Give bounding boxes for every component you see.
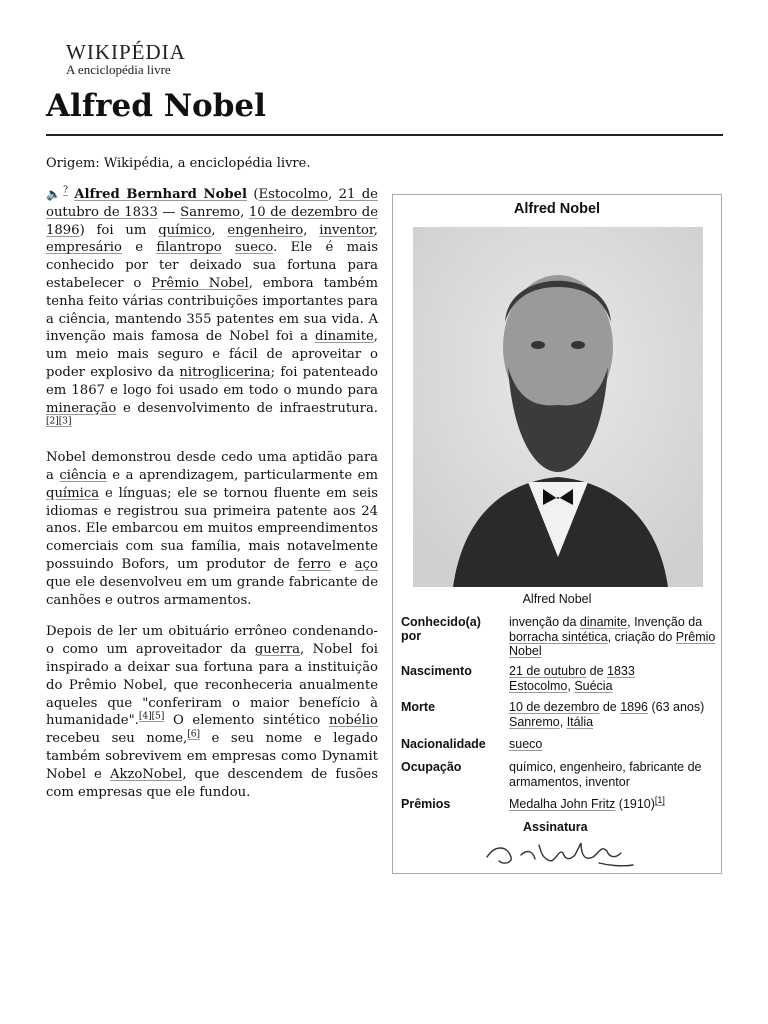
- infobox-value: [509, 615, 721, 659]
- inline-link[interactable]: dinamite: [314, 329, 374, 345]
- reference-marker[interactable]: [4][5]: [138, 711, 165, 722]
- text-run: invenção da: [509, 615, 580, 629]
- inline-link[interactable]: 1833: [607, 664, 635, 678]
- infobox-value: [509, 700, 721, 729]
- inline-link[interactable]: 10 de dezembro: [509, 700, 600, 714]
- text-run: de: [586, 664, 608, 678]
- text-run: ,: [559, 714, 567, 729]
- text-run: (63 anos): [648, 700, 705, 714]
- text-run: , criação do: [607, 629, 676, 644]
- reference-marker[interactable]: [6]: [187, 729, 200, 740]
- text-run: químico, engenheiro, fabricante de armamentos, inventor: [509, 760, 702, 789]
- text-run: e a aprendizagem, particularmente em: [106, 467, 378, 483]
- text-run: e: [121, 240, 157, 256]
- text-run: , embora também tenha feito várias contribuições importantes para a ciência, mantendo 355 patentes em sua vida. A invenção mais famosa de Nobel foi a: [46, 275, 378, 345]
- inline-link[interactable]: química: [46, 485, 100, 501]
- text-run: ,: [211, 222, 228, 238]
- inline-link[interactable]: sueco: [509, 737, 543, 751]
- text-run: e desenvolvimento de infraestrutura.: [116, 400, 378, 416]
- reference-marker[interactable]: [1]: [654, 794, 665, 805]
- inline-link[interactable]: engenheiro: [227, 222, 304, 238]
- infobox-value: [509, 794, 721, 812]
- text-run: que ele desenvolveu em um grande fabricante de canhões e outros armamentos.: [46, 574, 378, 608]
- infobox-value: [509, 737, 721, 752]
- text-run: recebeu seu nome,: [46, 731, 188, 747]
- title-divider: [46, 134, 723, 136]
- inline-link[interactable]: químico: [158, 222, 212, 238]
- inline-link[interactable]: ciência: [59, 467, 107, 483]
- infobox-label: Nascimento: [401, 664, 472, 678]
- text-run: [222, 240, 235, 255]
- infobox-title: Alfred Nobel: [513, 201, 601, 217]
- inline-link[interactable]: 1896: [620, 700, 649, 714]
- infobox: [392, 194, 722, 874]
- text-run: O elemento sintético: [164, 713, 329, 729]
- article-paragraph-2: [46, 449, 378, 609]
- article-body: [46, 186, 378, 815]
- text-run: , Invenção da: [627, 615, 703, 629]
- text-run: . Ele é mais conhecido por ter deixado sua fortuna para estabelecer o: [46, 240, 378, 291]
- portrait-photo[interactable]: [413, 227, 703, 587]
- inline-link[interactable]: filantropo: [156, 240, 222, 256]
- inline-link[interactable]: nobélio: [328, 713, 378, 729]
- inline-link[interactable]: mineração: [46, 400, 117, 416]
- inline-link[interactable]: Itália: [566, 714, 594, 729]
- inline-link[interactable]: sueco: [234, 240, 274, 256]
- page-title: Alfred Nobel: [46, 88, 266, 124]
- inline-link[interactable]: dinamite: [579, 615, 628, 629]
- text-run: ,: [567, 678, 575, 693]
- infobox-label: Prêmios: [401, 797, 451, 811]
- inline-link[interactable]: Medalha John Fritz: [509, 797, 616, 811]
- inline-link[interactable]: empresário: [46, 240, 122, 256]
- text-run: , Nobel foi inspirado a deixar sua fortuna para a instituição do Prêmio Nobel, que reconheceria anualmente aqueles que "conferiram o maior benefício à humanidade".: [46, 642, 378, 729]
- text-run: e: [330, 556, 355, 572]
- inline-link[interactable]: ferro: [297, 556, 331, 572]
- text-run: (: [247, 187, 259, 202]
- infobox-value: [509, 664, 721, 693]
- inline-link[interactable]: borracha sintética: [509, 629, 608, 644]
- speaker-icon[interactable]: 🔈: [46, 187, 64, 201]
- inline-link[interactable]: 10 de dezembro de 1896: [46, 204, 378, 238]
- text-run: , um meio mais seguro e fácil de aproveitar o poder explosivo da: [46, 329, 378, 380]
- inline-link[interactable]: Sanremo: [509, 714, 560, 729]
- text-run: Nobel demonstrou desde cedo uma aptidão para a: [46, 450, 378, 483]
- wikipedia-logo-tagline: A enciclopédia livre: [66, 62, 171, 77]
- article-paragraph-3: [46, 623, 378, 801]
- text-run: ,: [303, 222, 320, 238]
- text-run: —: [157, 204, 181, 220]
- article-paragraph-1: [46, 186, 378, 435]
- inline-link[interactable]: inventor: [319, 222, 374, 238]
- inline-link[interactable]: 21 de outubro: [509, 664, 587, 678]
- text-run: e línguas; ele se tornou fluente em seis idiomas e registrou sua primeira patente aos 24 anos. Ele embarcou em muitos empreendimentos comerciais com sua família, mais notavelmente possuindo Bofors, um produtor de: [46, 485, 378, 572]
- text-run: (1910): [615, 797, 655, 811]
- text-run: e seu nome e legado também sobrevivem em empresas como Dynamit Nobel e: [46, 731, 378, 782]
- inline-link[interactable]: aço: [354, 556, 378, 572]
- wikipedia-logo-wordmark[interactable]: WIKIPÉDIA: [66, 40, 186, 64]
- inline-link[interactable]: Estocolmo: [258, 187, 329, 202]
- para1-content: [46, 187, 378, 433]
- inline-link[interactable]: Prêmio Nobel: [151, 275, 249, 291]
- reference-marker[interactable]: [2][3]: [46, 416, 72, 427]
- infobox-label: Ocupação: [401, 760, 462, 774]
- signature-label: Assinatura: [523, 820, 588, 834]
- inline-link[interactable]: Sanremo: [180, 204, 241, 220]
- reference-marker[interactable]: ?: [63, 185, 68, 196]
- infobox-label: Conhecido(a) por: [401, 615, 481, 643]
- portrait-caption: Alfred Nobel: [522, 592, 592, 606]
- infobox-value: [509, 760, 721, 789]
- text-run: ; foi patenteado em 1867 e logo foi usado em todo o mundo para: [46, 364, 378, 398]
- infobox-label: Morte: [401, 700, 436, 714]
- inline-link[interactable]: guerra: [254, 642, 301, 658]
- inline-link[interactable]: Prêmio Nobel: [509, 629, 716, 658]
- inline-link[interactable]: Alfred Bernhard Nobel: [74, 187, 247, 202]
- inline-link[interactable]: Suécia: [574, 678, 613, 693]
- text-run: de: [599, 700, 621, 714]
- text-run: ) foi um: [79, 222, 159, 238]
- signature-image[interactable]: [481, 835, 641, 871]
- inline-link[interactable]: Estocolmo: [509, 678, 568, 693]
- text-run: , que descendem de fusões com empresas que ele fundou.: [46, 766, 378, 800]
- text-run: ,: [373, 222, 378, 238]
- text-run: Depois de ler um obituário errôneo condenando-o como um aproveitador da: [46, 624, 378, 658]
- inline-link[interactable]: 21 de outubro de 1833: [46, 187, 378, 220]
- origin-note: Origem: Wikipédia, a enciclopédia livre.: [46, 156, 311, 171]
- infobox-label: Nacionalidade: [401, 737, 486, 751]
- text-run: ,: [240, 204, 249, 220]
- inline-link[interactable]: AkzoNobel: [109, 766, 183, 782]
- text-run: ,: [328, 187, 339, 202]
- inline-link[interactable]: nitroglicerina: [179, 364, 271, 380]
